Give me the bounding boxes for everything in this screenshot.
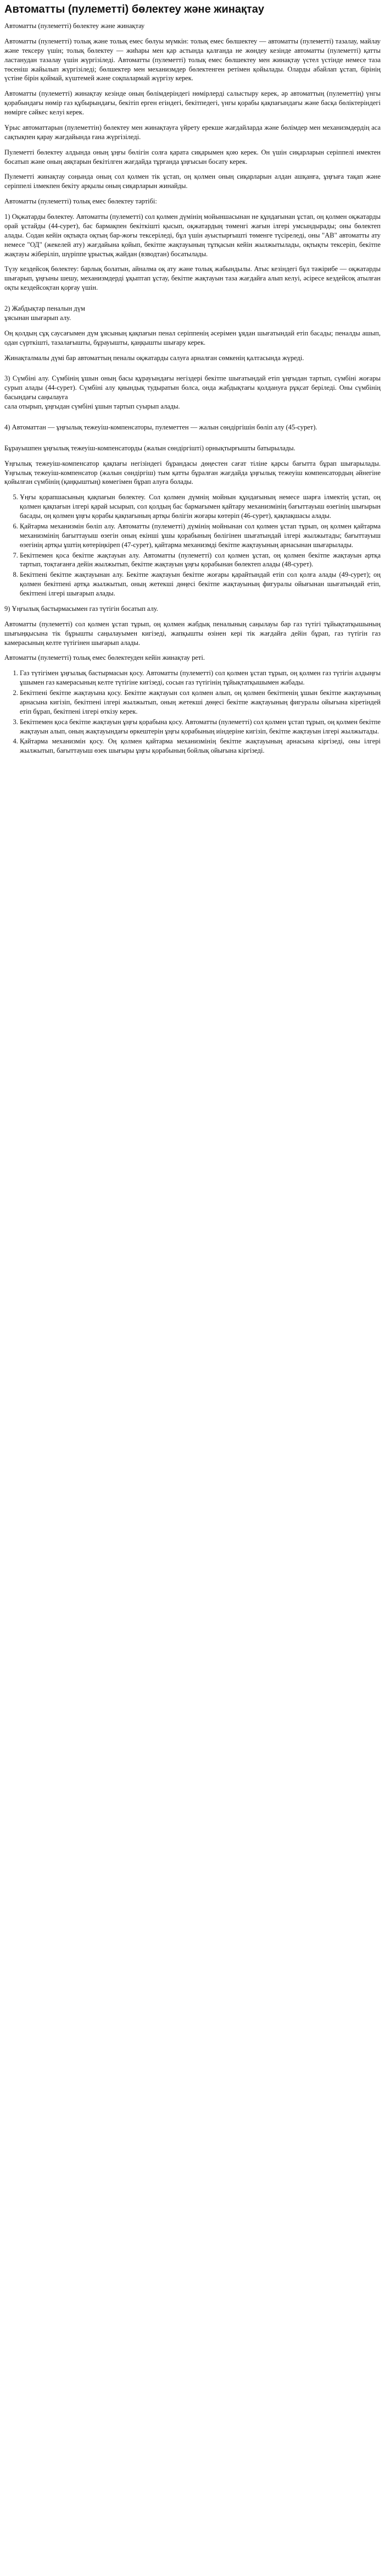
paragraph-step-4-detail-2: Ұңғылық тежеуіш-компенсатор қақпағы негізіндегі бұрандасы дөңестен сағат тіліне қарсы бағытта бұрап шығарылады. Ұңғылық тежеуіш-компенсатор (жалын сөндіргіш) тым қатты бұралған жағдайда ұңғылық тежеуіш компенсатордың әйнегіне қойылған сүмбінің (қаңқыштың) көмегімен бұрап алуға болады. — [4, 459, 381, 486]
paragraph-pulemet-after: Пулеметті жинақтау соңында оның сол қолмен тік ұстап, оң қолмен оның сиқарларын алдан ашқанға, ұңғыға тақап және серіппелі ілмекпен бекіту арқылы оның сиқарларын жинайды. — [4, 173, 381, 190]
spacer — [4, 438, 381, 444]
paragraph-step-9-body: Автоматты (пулеметті) сол қолмен ұстап тұрып, оң қолмен жабдық пеналының саңылауы бар газ түтігі тұйықтатқышының шығыңқысына тік бұрышты саңылауымен кигізеді, жапқышты өзінен кері тік жағдайға дейін бұрап, газ түтігін газ камерасының келте түтігінен шығарып алады. — [4, 620, 381, 647]
paragraph-subtitle: Автоматты (пулеметті) бөлектеу және жинақтау — [4, 22, 145, 30]
spacer — [4, 299, 381, 304]
spacer — [4, 368, 381, 374]
paragraph-disassembly-types: Автоматты (пулеметті) толық және толық емес бөлуы мүмкін: толық емес бөлшектеу — автоматты (пулеметті) тазалау, майлау және тексеру үшін; толық бөлектеу — жиһары мен қар астында қалғанда не жөндеу кезінде автоматты (пулеметті) қатты ластанудан тазалау үшін жүргізіледі. Автоматты (пулеметті) толық емес бөлшектеу мен жинақтау үстел үстінде немесе таза төсеніш жайылып жүргізіледі; бөлшектер мен механизмдер бөлектенген ретімен қойылады. Оларды абайлап ұстап, бірінің үстіне бірін қоймай, күштемей және соқпалармай жүргізу керек. — [4, 37, 381, 82]
paragraph-step-2-note: Жинақталмалы дүмі бар автоматтың пеналы оқжатарды салуға арналған сөмкенің қалтасында жүреді. — [4, 354, 304, 362]
paragraph-training-caution: Ұрыс автоматтарын (пулеметтін) бөлектеу мен жинақтауға үйрету ерекше жағдайларда және бөлімдер мен механизмдердің аса сақтықпен қарау жағдайында ғана жүргізіледі. — [4, 123, 381, 141]
list-item: 7. Бекітпемен қоса бекітпе жақтауын алу. Автоматты (пулеметті) сол қолмен ұстап, оң қолмен бекітпе жақтауын артқа тартып, тоқтағанға дейін жылжытып, бекітпе жақтауын ұңғы қорабынан бөлектеп алады (48-сурет). — [20, 551, 381, 570]
list-item: 6. Қайтарма механизмін бөліп алу. Автоматты (пулеметті) дүмінің мойнынан сол қолмен ұстап тұрып, оң қолмен қайтарма механизмінің бағыттауыш өзегін оның екінші ұшы қорабының бөлігінен шығатындай ілгері жылжытады; бағыттауыш өзегінің артқы ұштің көтеріңкіреп (47-сурет), қайтарма механизмді бекітпе жақтауының арнасынан шығарылады. — [20, 522, 381, 550]
paragraph-step-2-line-2: ұясынан шығарып алу. — [4, 313, 71, 322]
list-item: 3. Бекітпемен қоса бекітпе жақтауын ұңғы қорабына қосу. Автоматты (пулеметті) сол қолмен ұстап тұрып, оң қолмен бекітпе жақтауын алып, оның жақтауындағы өркештерін ұңғы қорабының иіндеріне кигізіп, бекітпе жақтауын ілгері жылжытады. — [20, 718, 381, 736]
spacer — [4, 417, 381, 423]
document — [0, 0, 385, 773]
paragraph-step-3-end: сала отырып, ұңғыдан сүмбіні ұшын тартып суырып алады. — [4, 402, 180, 410]
paragraph-step-2-line-1: 2) Жабдықтар пеналын дүм — [4, 305, 85, 312]
paragraph-step-2-heading — [4, 304, 381, 323]
paragraph-pulemet-before: Пулеметті бөлектеу алдында оның ұңғы бөлігін солға қарата сиқарымен қою керек. Он үшін сиқарларын серіппелі имектен босатып және оның аяқтарын бекітілген жағдайда тұрғанда ұңғысын босату керек. — [4, 148, 381, 166]
paragraph-order-heading: Автоматты (пулеметті) толық емес бөлектеу тәртібі: — [4, 197, 157, 206]
paragraph-safety-note: Түзу кездейсоқ бөлектеу: барлық болатын, айналма оқ ату және толық жабындылы. Атыс кезіндегі бұл тәжірибе — оқжатарды шығарып, ұңғыны шешу, механизмдерді ұқыптап ұстау, бекітпе жақтауын таза жағдайға алып келуі, әсіресе кездейсоқ атылған оқты кездейсоқтан қорғау үшін. — [4, 265, 381, 292]
list-item: 2. Бекітпені бекітпе жақтауына қосу. Бекітпе жақтауын сол қолмен алып, оң қолмен бекітпенің ұшын бекітпе жақтауының арнасына кигізіп, бекітпені ілгері жылжытып, оның жетекші дөңесі бекітпе жақтауының фигуралы ойығына кіретіндей етіп бұрап, бекітпені ілгері өткізу керек. — [20, 688, 381, 716]
paragraph-step-3 — [4, 374, 381, 411]
paragraph-step-2-body: Оң қолдың сұқ саусағымен дүм ұясының қақпағын пенал серіппенің әсерімен ұядан шығатындай етіп басады; пеналды ашып, одан сүрткішті, тазалағышты, бұрауышты, қаңқышты шығару керек. — [4, 329, 381, 346]
list-item: 8. Бекітпені бекітпе жақтауынан алу. Бекітпе жақтауын бекітпе жоғары қарайтындай етіп сол қолға алады (49-сурет); оң қолмен бекітпені артқа жылжытып, оның жетекші дөңесі бекітпе жақтауының фигуралы ойығынан шығатындай етіп, бекітпені ілгері шығарып алады. — [20, 570, 381, 598]
disassembly-steps-list — [4, 493, 381, 598]
list-item: 5. Ұңғы қорапшасының қақпағын бөлектеу. Сол қолмен дүмнің мойнын құндағының немесе шарға ілмектің ұстап, оң қолмен қақпағын ілгері қарай ысырып, сол қолдың бас бармағымен қайтару механизмінің бағыттауыш өзегінің шығырын басады, оң қолмен ұңғы қорабы қақпағының артқы бөлігін жоғары көтеріп (46-сурет), қақпақшасы алады. — [20, 493, 381, 521]
paragraph-numbers-check: Автоматты (пулеметті) жинақтау кезінде оның бөлімдеріндегі нөмірлерді салыстыру керек, әр автоматтың (пулеметтің) үнгы қорабындағы нөмір газ құбырындағы, бекітіп ерген егіндегі, бекітпедегі, үнгы қорабы қақпағындағы және басқа бөліктеріндегі нөмірге сәйкес келуі керек. — [4, 90, 381, 116]
list-item: 4. Қайтарма механизмін қосу. Оң қолмен қайтарма механизмінің бекітпе жақтауының арнасына кіргізеді, оны ілгері жылжытып, бағыттауыш өзек шығыры ұңғы қорабының бойлық ойығына кіргізеді. — [20, 737, 381, 755]
list-item: 1. Газ түтігімен ұңғылық бастырмасын қосу. Автоматты (пулеметті) сол қолмен ұстап тұрып, оң қолмен газ түтігін алдыңғы ұшымен газ камерасының келте түтігіне кигізеді, сосын газ түтігінің тұйықтатқышымен жабады. — [20, 669, 381, 687]
paragraph-step-4-detail-1: Бұрауышпен ұңғылық тежеуіш-компенсаторды (жалын сөндіргішті) орнықтырғышты батырылады. — [4, 444, 295, 452]
paragraph-step-3-body: 3) Сүмбіні алу. Сүмбінің ұшын оның басы құрауындағы негіздері бекітпе шығатындай етіп ұңғыдан тартып, сүмбіні жоғары сурып алады (44-сурет). Сүмбіні алу қиындық тудыратын болса, онда жабдықтағы қолдануға рұқсат беріледі. Оны сүмбінің басындағы саңылауға — [4, 374, 381, 401]
assembly-steps-list — [4, 669, 381, 755]
paragraph-step-1-magazine: 1) Оқжатарды бөлектеу. Автоматты (пулеметті) сол қолмен дүмінің мойыншасынан не құндағынан ұстап, оң қолмен оқжатарды орай ұстайды (44-сурет), бас бармақпен бекіткішті қысып, оқжатардың төменгі жағын ілгері умсындырады; оны бөлектеп алады. Содан кейін оқтықта оқтың бар-жоғы тексеріледі, бұл үшін ауыстырғышті төменге түсіреледі, оны "АВ" автоматты ату немесе "ОД" (жекелей ату) жағдайына қойып, бекітпе жақтауының тұтқасын кейін жылжытылады, оқтықты тексеріп, бекітпе жақтауы жіберіліп, шүріппе ұрыстық жайдан (взводтан) босатылады. — [4, 213, 381, 258]
paragraph-step-9: 9) Ұңғылық бастырмасымен газ түтігін босатып алу. — [4, 604, 158, 613]
paragraph-step-4: 4) Автоматтан — ұңғылық тежеуіш-компенсаторы, пулеметтен — жалын сөндіргішін бөліп алу (45-сурет). — [4, 423, 317, 431]
paragraph-assembly-heading: Автоматты (пулеметті) толық емес бөлектеуден кейін жинақтау реті. — [4, 654, 205, 662]
document-title: Автоматты (пулеметті) бөлектеу және жинақтау — [4, 3, 265, 15]
